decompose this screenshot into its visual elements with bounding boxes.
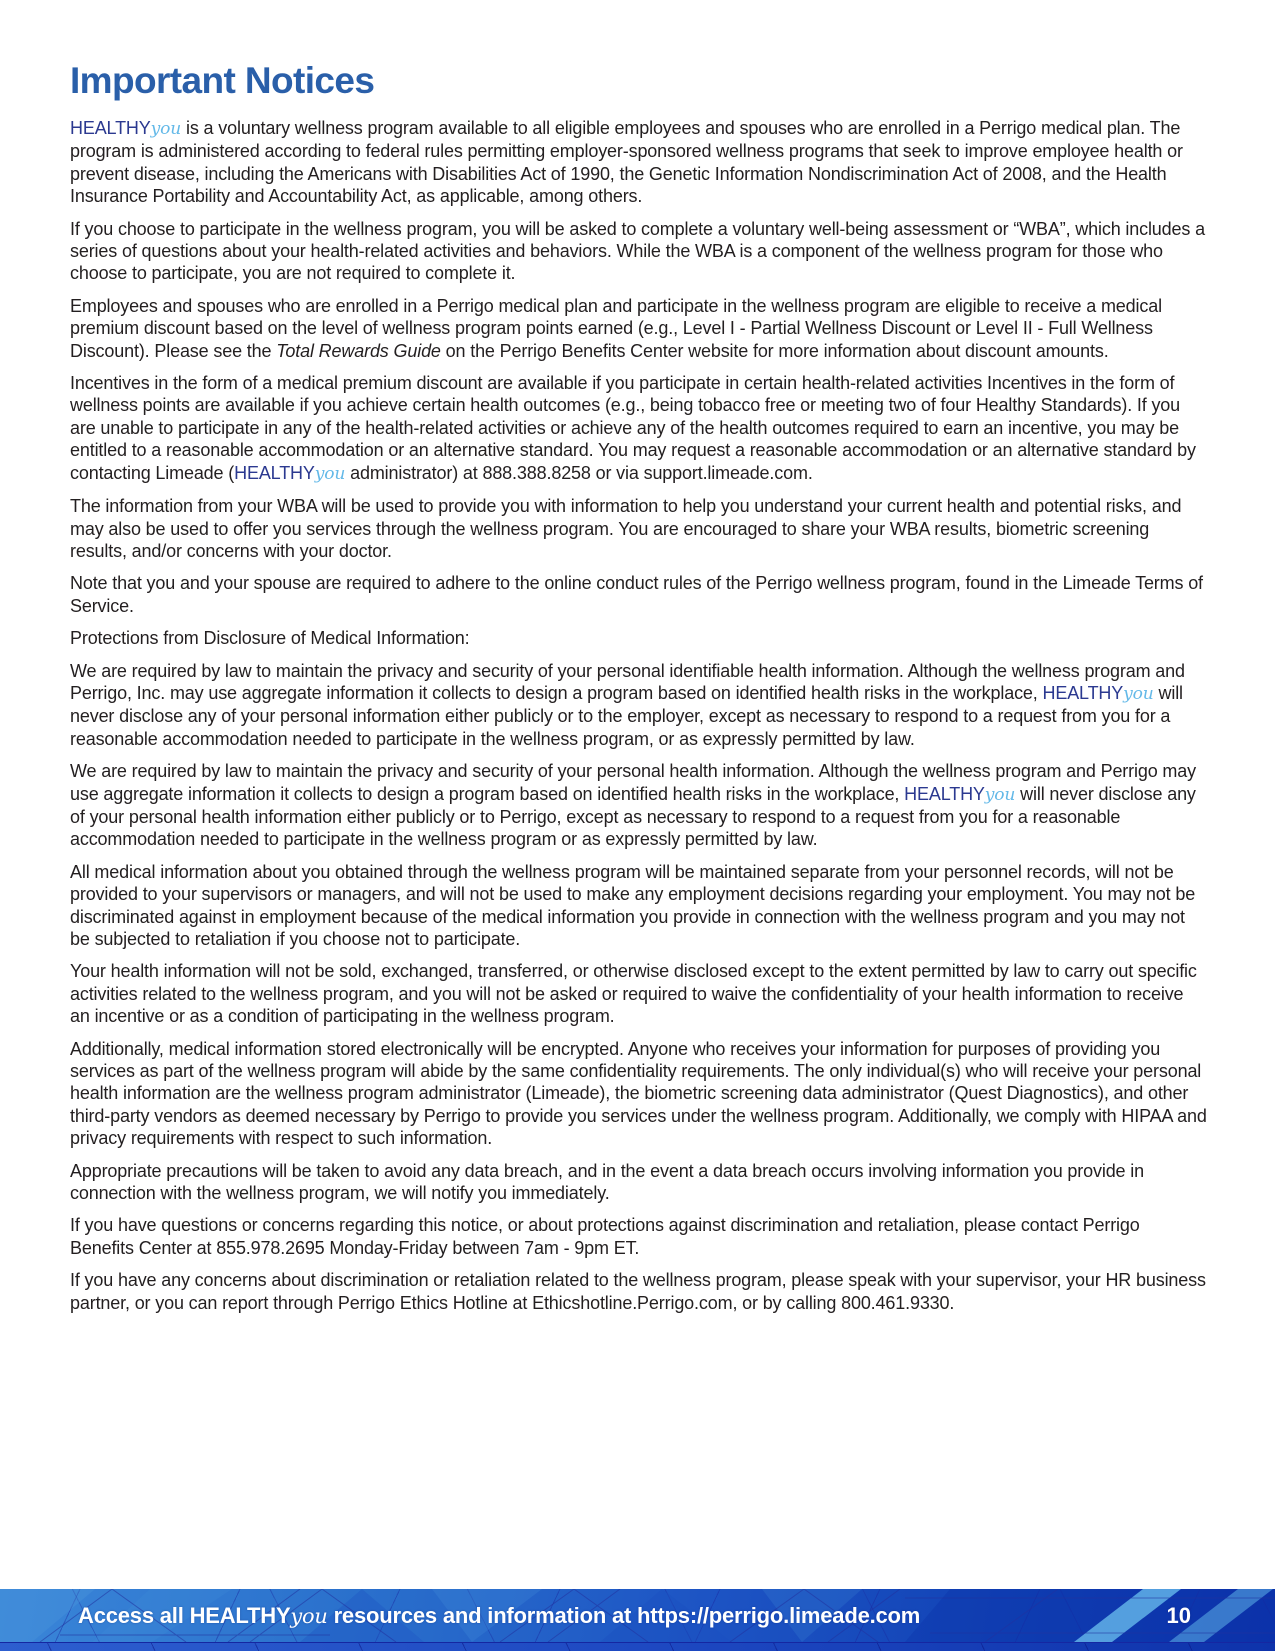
page-number: 10	[1166, 1602, 1191, 1628]
paragraph-13: Appropriate precautions will be taken to avoid any data breach, and in the event a data breach occurs involving information you provide in connection with the wellness program, we will notify you immediately.	[70, 1160, 1144, 1204]
footer-bottom-stripe	[0, 1642, 1275, 1651]
paragraph-12: Additionally, medical information stored electronically will be encrypted. Anyone who receives your information for purposes of providing you services as part of the wellness program will abide by the same confidentiality requirements. The only individual(s) who will receive your personal health information are the wellness program administrator (Limeade), the biometric screening data administrator (Quest Diagnostics), and other third-party vendors as deemed necessary by Perrigo to provide you services under the wellness program. Additionally, we comply with HIPAA and privacy requirements with respect to such information.	[70, 1038, 1207, 1149]
footer-inner	[0, 1589, 1275, 1642]
footer-text-prefix: Access all	[78, 1602, 190, 1628]
brand-healthy: HEALTHY	[904, 783, 985, 804]
paragraph-7: Protections from Disclosure of Medical Information:	[70, 628, 470, 649]
footer-band	[0, 1589, 1275, 1642]
notices-body	[70, 117, 1207, 1314]
italic-text: Total Rewards Guide	[276, 340, 441, 361]
notices-content	[70, 60, 1207, 1324]
brand-you: you	[1123, 683, 1154, 704]
brand-healthy: HEALTHY	[1042, 682, 1124, 703]
brand-you: you	[290, 1603, 328, 1628]
paragraph-3: Employees and spouses who are enrolled in a Perrigo medical plan and participate in the wellness program are eligible to receive a medical premium discount based on the level of wellness program points earned (e.g., Level I - Partial Wellness Discount or Level II - Full Wellness Discount). Please see the Total Rewards Guide on the Perrigo Benefits Center website for more information about discount amounts.	[70, 295, 1162, 361]
paragraph-11: Your health information will not be sold, exchanged, transferred, or otherwise disclosed except to the extent permitted by law to carry out specific activities related to the wellness program, and you will not be asked or required to waive the confidentiality of your health information to receive an incentive or as a condition of participating in the wellness program.	[70, 961, 1197, 1027]
paragraph-15: If you have any concerns about discrimination or retaliation related to the wellness program, please speak with your supervisor, your HR business partner, or you can report through Perrigo Ethics Hotline at Ethicshotline.Perrigo.com, or by calling 800.461.9330.	[70, 1270, 1206, 1313]
paragraph-8: We are required by law to maintain the privacy and security of your personal identifiable health information. Although the wellness program and Perrigo, Inc. may use aggregate information it collects to design a program based on identified health risks in the workplace, HEALTHYyou will never disclose any of your personal information either publicly or to the employer, except as necessary to respond to a request from you for a reasonable accommodation needed to participate in the wellness program, or as expressly permitted by law.	[70, 660, 1185, 749]
footer-text-suffix: resources and information at https://perrigo.limeade.com	[327, 1602, 921, 1628]
paragraph-10: All medical information about you obtained through the wellness program will be maintained separate from your personnel records, will not be provided to your supervisors or managers, and will not be used to make any employment decisions regarding your employment. You may not be discriminated against in employment because of the medical information you provide in connection with the wellness program and you may not be subjected to retaliation if you choose not to participate.	[70, 861, 1196, 949]
paragraph-4: Incentives in the form of a medical premium discount are available if you participate in certain health-related activities Incentives in the form of wellness points are available if you achieve certain health outcomes (e.g., being tobacco free or meeting two of four Healthy Standards). If you are unable to participate in any of the health-related activities or achieve any of the health outcomes required to earn an incentive, you may be entitled to a reasonable accommodation or an alternative standard. You may request a reasonable accommodation or an alternative standard by contacting Limeade (HEALTHYyou administrator) at 888.388.8258 or via support.limeade.com.	[70, 373, 1196, 484]
brand-you: you	[984, 784, 1016, 805]
footer-access-text	[78, 1603, 920, 1629]
paragraph-1: HEALTHYyou is a voluntary wellness program available to all eligible employees and spouses who are enrolled in a Perrigo medical plan. The program is administered according to federal rules permitting employer-sponsored wellness programs that seek to improve employee health or prevent disease, including the Americans with Disabilities Act of 1990, the Genetic Information Nondiscrimination Act of 2008, and the Health Insurance Portability and Accountability Act, as applicable, among others.	[70, 118, 1183, 207]
paragraph-9: We are required by law to maintain the privacy and security of your personal health information. Although the wellness program and Perrigo may use aggregate information it collects to design a program based on identified health risks in the workplace, HEALTHYyou will never disclose any of your personal health information either publicly or to Perrigo, except as necessary to respond to a request from you for a reasonable accommodation needed to participate in the wellness program or as expressly permitted by law.	[70, 761, 1196, 850]
paragraph-6: Note that you and your spouse are required to adhere to the online conduct rules of the Perrigo wellness program, found in the Limeade Terms of Service.	[70, 573, 1203, 616]
footer-bar	[0, 1589, 1275, 1651]
brand-healthy: HEALTHY	[189, 1602, 291, 1628]
brand-healthy: HEALTHY	[234, 462, 315, 483]
brand-healthy: HEALTHY	[70, 118, 151, 138]
paragraph-5: The information from your WBA will be used to provide you with information to help you understand your current health and potential risks, and may also be used to offer you services through the wellness program. You are encouraged to share your WBA results, biometric screening results, and/or concerns with your doctor.	[70, 496, 1182, 561]
page-title: Important Notices	[70, 60, 375, 101]
paragraph-14: If you have questions or concerns regarding this notice, or about protections against discrimination and retaliation, please contact Perrigo Benefits Center at 855.978.2695 Monday-Friday between 7am - 9pm ET.	[70, 1215, 1140, 1258]
brand-you: you	[314, 463, 346, 484]
paragraph-2: If you choose to participate in the wellness program, you will be asked to complete a voluntary well-being assessment or “WBA”, which includes a series of questions about your health-related activities and behaviors. While the WBA is a component of the wellness program for those who choose to participate, you are not required to complete it.	[70, 218, 1205, 284]
brand-you: you	[150, 119, 182, 139]
